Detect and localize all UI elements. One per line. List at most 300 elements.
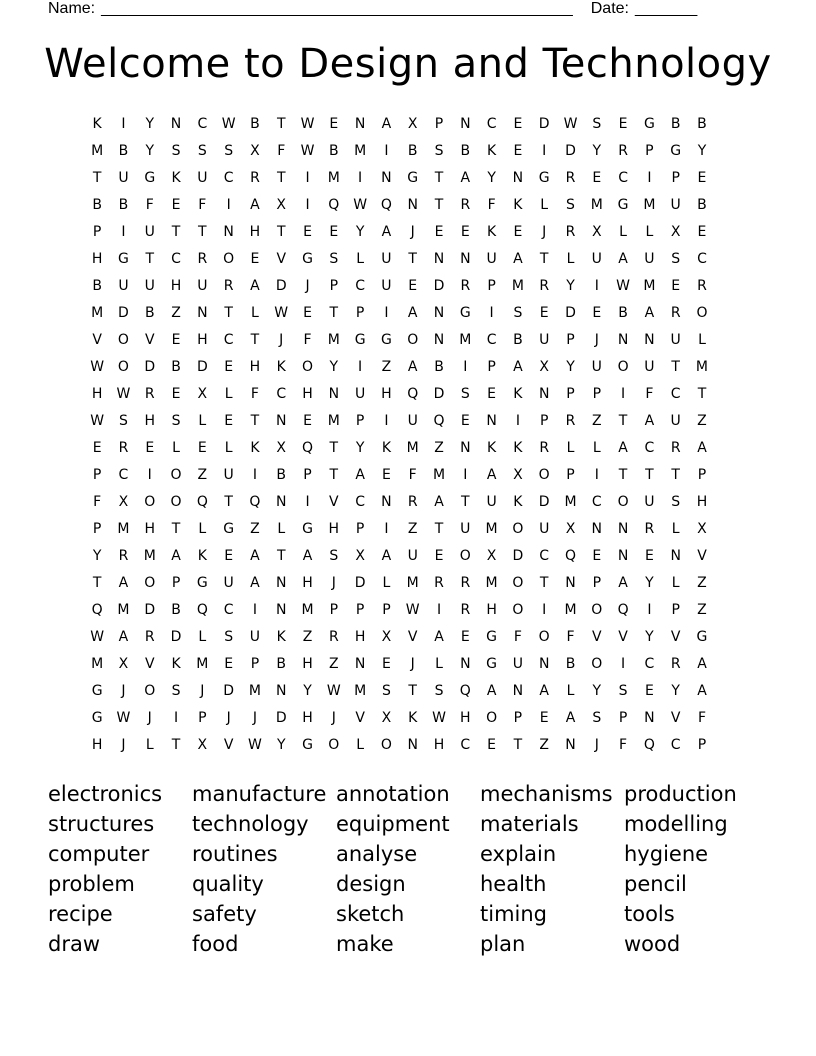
grid-letter: N xyxy=(275,494,287,510)
grid-letter: U xyxy=(670,197,681,213)
grid-letter: C xyxy=(618,170,628,186)
grid-letter: U xyxy=(486,494,497,510)
grid-letter: W xyxy=(353,197,368,213)
word-list-item: explain xyxy=(480,842,557,866)
grid-letter: A xyxy=(513,359,523,375)
grid-letter: I xyxy=(647,170,652,186)
grid-letter: B xyxy=(697,116,707,132)
grid-letter: K xyxy=(408,710,418,726)
grid-letter: N xyxy=(538,386,550,402)
word-list-item: pencil xyxy=(624,872,687,896)
grid-letter: N xyxy=(381,170,392,186)
grid-letter: U xyxy=(144,224,155,240)
grid-letter: N xyxy=(460,440,471,456)
grid-letter: A xyxy=(486,467,497,483)
grid-letter: L xyxy=(671,575,680,591)
grid-letter: J xyxy=(200,683,205,699)
grid-letter: T xyxy=(671,359,680,375)
grid-letter: K xyxy=(513,197,523,213)
grid-letter: U xyxy=(381,278,392,294)
grid-letter: H xyxy=(91,386,103,402)
name-label: Name: xyxy=(48,0,96,17)
grid-letter: N xyxy=(275,575,287,591)
grid-letter: A xyxy=(644,305,655,321)
grid-letter: H xyxy=(696,494,708,510)
grid-letter: H xyxy=(144,521,155,537)
grid-letter: E xyxy=(197,440,207,456)
grid-letter: K xyxy=(171,656,181,672)
grid-letter: W xyxy=(90,413,105,429)
grid-letter: A xyxy=(513,251,523,267)
grid-letter: E xyxy=(224,548,234,564)
grid-letter: A xyxy=(486,683,497,699)
grid-letter: P xyxy=(513,710,523,726)
grid-letter: G xyxy=(486,629,498,645)
grid-letter: E xyxy=(697,224,707,240)
grid-letter: L xyxy=(566,683,575,699)
grid-letter: T xyxy=(408,251,417,267)
grid-letter: K xyxy=(276,629,286,645)
word-list-item: make xyxy=(336,932,394,956)
grid-letter: Z xyxy=(697,602,707,618)
grid-letter: P xyxy=(198,710,207,726)
grid-letter: Q xyxy=(433,413,445,429)
grid-letter: X xyxy=(513,467,523,483)
grid-letter: M xyxy=(511,278,524,294)
grid-letter: C xyxy=(644,440,655,456)
grid-letter: A xyxy=(460,170,471,186)
grid-letter: T xyxy=(539,575,549,591)
grid-letter: M xyxy=(564,602,577,618)
grid-letter: L xyxy=(172,440,180,456)
grid-letter: O xyxy=(696,305,708,321)
grid-letter: D xyxy=(275,278,287,294)
grid-letter: I xyxy=(305,197,310,213)
grid-letter: P xyxy=(329,278,339,294)
grid-letter: I xyxy=(384,521,389,537)
grid-letter: U xyxy=(354,386,366,402)
grid-letter: V xyxy=(329,494,339,510)
grid-letter: T xyxy=(92,170,102,186)
grid-letter: P xyxy=(92,224,102,240)
grid-letter: C xyxy=(223,170,234,186)
word-list-item: annotation xyxy=(336,782,450,806)
grid-letter: A xyxy=(250,278,260,294)
grid-letter: N xyxy=(512,170,524,186)
grid-letter: T xyxy=(408,683,417,699)
word-list-item: timing xyxy=(480,902,547,926)
grid-letter: U xyxy=(539,521,550,537)
grid-letter: O xyxy=(117,359,129,375)
grid-letter: S xyxy=(671,251,681,267)
grid-letter: E xyxy=(171,386,181,402)
grid-letter: B xyxy=(670,116,681,132)
grid-letter: T xyxy=(539,251,549,267)
grid-letter: K xyxy=(487,440,497,456)
grid-letter: H xyxy=(302,656,313,672)
grid-letter: W xyxy=(432,710,446,726)
grid-letter: T xyxy=(671,467,680,483)
grid-letter: T xyxy=(276,170,286,186)
grid-letter: B xyxy=(513,332,523,348)
grid-letter: U xyxy=(460,521,471,537)
grid-letter: F xyxy=(277,143,286,159)
grid-letter: U xyxy=(197,170,208,186)
grid-letter: A xyxy=(250,575,260,591)
grid-letter: T xyxy=(276,224,286,240)
grid-letter: C xyxy=(118,467,129,483)
grid-letter: J xyxy=(331,575,336,591)
grid-letter: A xyxy=(381,116,392,132)
grid-letter: S xyxy=(566,197,575,213)
grid-letter: U xyxy=(644,494,655,510)
word-list-item: technology xyxy=(192,812,309,836)
grid-letter: N xyxy=(644,710,655,726)
grid-letter: V xyxy=(223,737,234,753)
letter-grid xyxy=(84,114,732,762)
grid-letter: P xyxy=(592,386,602,402)
grid-letter: W xyxy=(116,386,131,402)
grid-letter: A xyxy=(618,440,628,456)
grid-letter: I xyxy=(647,602,652,618)
grid-letter: P xyxy=(355,413,365,429)
grid-letter: E xyxy=(145,440,155,456)
grid-letter: R xyxy=(539,278,550,294)
grid-letter: C xyxy=(697,251,707,267)
grid-letter: Y xyxy=(566,359,575,375)
grid-letter: I xyxy=(436,602,442,618)
grid-letter: S xyxy=(171,683,181,699)
grid-letter: E xyxy=(460,413,470,429)
grid-letter: U xyxy=(407,413,418,429)
grid-letter: N xyxy=(512,683,524,699)
grid-letter: T xyxy=(329,305,339,321)
grid-letter: U xyxy=(223,467,234,483)
grid-letter: A xyxy=(407,359,418,375)
grid-letter: S xyxy=(434,143,444,159)
grid-letter: L xyxy=(277,521,286,537)
grid-letter: D xyxy=(565,143,576,159)
grid-letter: M xyxy=(354,683,367,699)
grid-letter: F xyxy=(645,386,654,402)
grid-letter: S xyxy=(329,251,339,267)
grid-letter: P xyxy=(566,467,575,483)
grid-letter: E xyxy=(592,548,602,564)
grid-letter: E xyxy=(250,251,260,267)
grid-letter: V xyxy=(697,548,707,564)
grid-letter: X xyxy=(381,710,392,726)
grid-letter: W xyxy=(563,116,578,132)
word-list-item: structures xyxy=(48,812,155,836)
grid-letter: U xyxy=(197,278,208,294)
grid-letter: P xyxy=(171,575,181,591)
grid-letter: Y xyxy=(92,548,102,564)
grid-letter: C xyxy=(460,737,471,753)
grid-letter: Z xyxy=(171,305,181,321)
grid-letter: S xyxy=(197,143,207,159)
grid-letter: E xyxy=(303,305,312,321)
grid-letter: S xyxy=(224,143,234,159)
grid-letter: O xyxy=(538,629,550,645)
grid-letter: V xyxy=(144,332,155,348)
grid-letter: N xyxy=(670,548,681,564)
grid-letter: R xyxy=(460,278,471,294)
grid-letter: I xyxy=(594,467,599,483)
grid-letter: X xyxy=(486,548,497,564)
grid-letter: J xyxy=(594,332,599,348)
page-title: Welcome to Design and Technology xyxy=(44,41,772,87)
grid-letter: A xyxy=(565,710,576,726)
grid-letter: C xyxy=(223,602,234,618)
grid-letter: G xyxy=(91,710,103,726)
grid-letter: A xyxy=(250,548,260,564)
grid-letter: O xyxy=(223,251,235,267)
grid-letter: R xyxy=(144,386,155,402)
grid-letter: C xyxy=(486,332,497,348)
grid-letter: M xyxy=(143,548,156,564)
grid-letter: N xyxy=(565,737,576,753)
grid-letter: N xyxy=(328,386,340,402)
grid-letter: L xyxy=(382,575,391,591)
date-label: Date: xyxy=(590,0,629,17)
grid-letter: L xyxy=(356,251,365,267)
grid-letter: Z xyxy=(197,467,208,483)
grid-letter: R xyxy=(407,494,418,510)
grid-letter: U xyxy=(381,251,392,267)
grid-letter: M xyxy=(406,575,419,591)
grid-letter: O xyxy=(512,575,524,591)
grid-letter: T xyxy=(329,467,339,483)
grid-letter: B xyxy=(697,197,707,213)
grid-letter: M xyxy=(196,656,209,672)
grid-letter: C xyxy=(171,251,181,267)
grid-letter: A xyxy=(618,575,628,591)
grid-letter: R xyxy=(539,440,550,456)
word-list-item: electronics xyxy=(48,782,163,806)
grid-letter: Z xyxy=(697,575,707,591)
grid-letter: E xyxy=(671,278,681,294)
grid-letter: R xyxy=(697,278,707,294)
grid-letter: G xyxy=(118,251,129,267)
grid-letter: D xyxy=(538,116,550,132)
grid-letter: B xyxy=(92,197,102,213)
grid-letter: O xyxy=(170,494,182,510)
grid-letter: R xyxy=(460,197,471,213)
grid-letter: H xyxy=(91,737,103,753)
grid-letter: W xyxy=(300,143,315,159)
grid-letter: X xyxy=(539,359,549,375)
grid-letter: A xyxy=(302,548,313,564)
grid-letter: L xyxy=(224,386,233,402)
grid-letter: L xyxy=(435,656,443,672)
grid-letter: U xyxy=(670,413,681,429)
grid-letter: U xyxy=(407,548,418,564)
word-list-item: computer xyxy=(48,842,150,866)
grid-letter: M xyxy=(327,332,340,348)
grid-letter: R xyxy=(670,656,681,672)
grid-letter: P xyxy=(487,359,496,375)
grid-letter: B xyxy=(92,278,102,294)
grid-letter: B xyxy=(565,656,576,672)
grid-letter: I xyxy=(173,710,179,726)
grid-letter: B xyxy=(171,602,181,618)
grid-letter: E xyxy=(513,224,523,240)
grid-letter: A xyxy=(618,251,628,267)
grid-letter: O xyxy=(512,602,524,618)
grid-letter: I xyxy=(121,116,126,132)
grid-letter: K xyxy=(513,386,523,402)
grid-letter: V xyxy=(592,629,602,645)
grid-letter: A xyxy=(381,548,392,564)
grid-letter: S xyxy=(381,683,391,699)
grid-letter: W xyxy=(116,710,131,726)
grid-letter: U xyxy=(644,251,655,267)
grid-letter: S xyxy=(460,386,470,402)
grid-letter: L xyxy=(566,251,575,267)
grid-letter: L xyxy=(671,521,680,537)
grid-letter: K xyxy=(92,116,102,132)
grid-letter: O xyxy=(144,494,156,510)
grid-letter: U xyxy=(670,332,681,348)
grid-letter: E xyxy=(303,224,312,240)
grid-letter: V xyxy=(144,656,155,672)
grid-letter: E xyxy=(644,548,654,564)
grid-letter: P xyxy=(92,467,102,483)
grid-letter: I xyxy=(358,170,363,186)
grid-letter: S xyxy=(618,683,628,699)
grid-letter: P xyxy=(539,413,549,429)
grid-letter: E xyxy=(618,116,628,132)
grid-letter: D xyxy=(538,494,550,510)
header-line xyxy=(48,0,697,18)
grid-letter: M xyxy=(695,359,709,375)
grid-letter: E xyxy=(434,548,444,564)
word-list-item: food xyxy=(192,932,239,956)
grid-letter: A xyxy=(118,629,129,645)
grid-letter: N xyxy=(617,521,629,537)
grid-letter: P xyxy=(382,602,391,618)
grid-letter: S xyxy=(224,629,234,645)
grid-letter: R xyxy=(644,521,655,537)
grid-letter: D xyxy=(196,359,208,375)
grid-letter: X xyxy=(697,521,707,537)
grid-letter: L xyxy=(198,521,207,537)
word-list-item: design xyxy=(336,872,406,896)
grid-letter: N xyxy=(617,332,629,348)
grid-letter: H xyxy=(486,602,497,618)
grid-letter: T xyxy=(171,521,181,537)
grid-letter: T xyxy=(250,332,260,348)
grid-letter: T xyxy=(145,251,155,267)
grid-letter: H xyxy=(302,710,313,726)
grid-letter: I xyxy=(305,494,310,510)
grid-letter: M xyxy=(301,602,314,618)
grid-letter: R xyxy=(144,629,155,645)
grid-letter: G xyxy=(354,332,366,348)
grid-letter: H xyxy=(170,278,182,294)
grid-letter: P xyxy=(618,710,628,726)
grid-letter: W xyxy=(90,629,105,645)
word-list-item: mechanisms xyxy=(480,782,613,806)
grid-letter: I xyxy=(463,359,468,375)
grid-letter: H xyxy=(144,413,155,429)
grid-letter: M xyxy=(432,467,446,483)
grid-letter: Z xyxy=(381,359,392,375)
grid-letter: J xyxy=(226,710,231,726)
grid-letter: T xyxy=(92,575,102,591)
grid-letter: B xyxy=(618,305,628,321)
grid-letter: F xyxy=(566,629,575,645)
grid-letter: Z xyxy=(250,521,260,537)
grid-letter: K xyxy=(487,143,497,159)
grid-letter: Y xyxy=(145,116,155,132)
grid-letter: R xyxy=(434,575,444,591)
grid-letter: E xyxy=(513,143,523,159)
grid-letter: L xyxy=(224,440,233,456)
grid-letter: Y xyxy=(487,170,496,186)
grid-letter: N xyxy=(591,521,603,537)
grid-letter: S xyxy=(592,710,602,726)
grid-letter: Y xyxy=(276,737,286,753)
grid-letter: Z xyxy=(329,656,339,672)
grid-letter: P xyxy=(566,332,575,348)
grid-letter: A xyxy=(381,224,392,240)
grid-letter: U xyxy=(591,359,602,375)
grid-letter: D xyxy=(223,683,235,699)
grid-letter: P xyxy=(303,467,312,483)
grid-letter: Y xyxy=(671,683,680,699)
grid-letter: A xyxy=(171,548,181,564)
grid-letter: U xyxy=(512,656,524,672)
grid-letter: P xyxy=(329,602,339,618)
grid-letter: C xyxy=(670,737,681,753)
grid-letter: O xyxy=(302,359,314,375)
grid-letter: Y xyxy=(592,683,602,699)
grid-letter: Z xyxy=(434,440,444,456)
grid-letter: E xyxy=(329,224,339,240)
word-list xyxy=(48,780,788,960)
grid-letter: W xyxy=(616,278,630,294)
word-list-item: sketch xyxy=(336,902,405,926)
grid-letter: N xyxy=(433,305,445,321)
grid-letter: I xyxy=(463,467,468,483)
grid-letter: P xyxy=(250,656,260,672)
grid-letter: V xyxy=(407,629,418,645)
grid-letter: L xyxy=(145,737,154,753)
word-list-item: draw xyxy=(48,932,101,956)
grid-letter: W xyxy=(274,305,289,321)
grid-letter: X xyxy=(250,143,260,159)
grid-letter: W xyxy=(405,602,420,618)
grid-letter: B xyxy=(171,359,181,375)
grid-letter: J xyxy=(542,224,547,240)
grid-letter: H xyxy=(302,575,313,591)
word-list-item: plan xyxy=(480,932,526,956)
grid-letter: E xyxy=(592,170,602,186)
grid-letter: T xyxy=(618,467,628,483)
grid-letter: A xyxy=(250,197,260,213)
grid-letter: O xyxy=(591,656,603,672)
name-blank-line: _____________________________________________________ xyxy=(101,0,573,17)
grid-letter: L xyxy=(251,305,259,321)
grid-letter: I xyxy=(515,413,520,429)
grid-letter: R xyxy=(670,440,681,456)
grid-letter: K xyxy=(250,440,260,456)
grid-letter: Y xyxy=(697,143,707,159)
grid-letter: T xyxy=(276,548,286,564)
grid-letter: N xyxy=(275,413,287,429)
grid-letter: A xyxy=(355,467,365,483)
